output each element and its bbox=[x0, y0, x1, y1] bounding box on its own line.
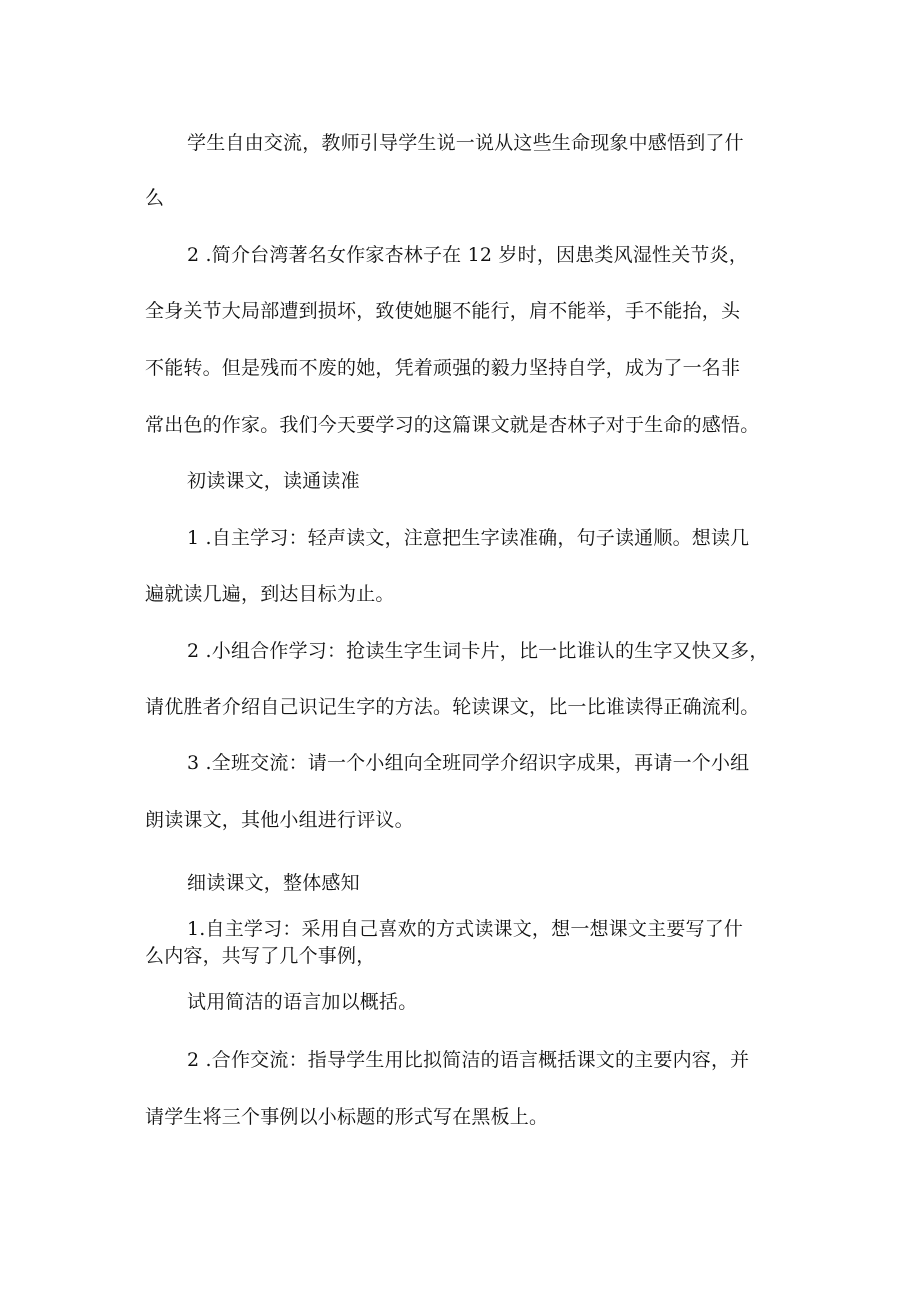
paragraph-line: 2 .合作交流：指导学生用比拟简洁的语言概括课文的主要内容，并 bbox=[187, 1049, 750, 1071]
section-heading: 细读课文，整体感知 bbox=[187, 872, 360, 894]
paragraph-line: 朗读课文，其他小组进行评议。 bbox=[145, 809, 414, 831]
paragraph-line: 请优胜者介绍自己识记生字的方法。轮读课文，比一比谁读得正确流利。 bbox=[145, 696, 760, 718]
paragraph-line: 学生自由交流，教师引导学生说一说从这些生命现象中感悟到了什 bbox=[187, 132, 744, 154]
paragraph-line: 请学生将三个事例以小标题的形式写在黑板上。 bbox=[145, 1106, 549, 1128]
paragraph-line: 3 .全班交流：请一个小组向全班同学介绍识字成果，再请一个小组 bbox=[187, 752, 750, 774]
paragraph-line: 全身关节大局部遭到损坏，致使她腿不能行，肩不能举，手不能抬，头 bbox=[145, 300, 741, 322]
paragraph-line: 么 bbox=[145, 187, 165, 209]
paragraph-line: 2 .简介台湾著名女作家杏林子在 12 岁时，因患类风湿性关节炎， bbox=[187, 244, 749, 266]
paragraph-line: 么内容，共写了几个事例， bbox=[145, 945, 376, 967]
paragraph-line: 1 .自主学习：轻声读文，注意把生字读准确，句子读通顺。想读几 bbox=[187, 527, 750, 549]
paragraph-line: 2 .小组合作学习：抢读生字生词卡片，比一比谁认的生字又快又多， bbox=[187, 640, 769, 662]
section-heading: 初读课文，读通读准 bbox=[187, 470, 360, 492]
paragraph-line: 试用简洁的语言加以概括。 bbox=[187, 991, 418, 1013]
paragraph-line: 1.自主学习：采用自己喜欢的方式读课文，想一想课文主要写了什 bbox=[187, 918, 744, 940]
paragraph-line: 不能转。但是残而不废的她，凭着顽强的毅力坚持自学，成为了一名非 bbox=[145, 357, 741, 379]
paragraph-line: 常出色的作家。我们今天要学习的这篇课文就是杏林子对于生命的感悟。 bbox=[145, 414, 760, 436]
paragraph-line: 遍就读几遍，到达目标为止。 bbox=[145, 583, 395, 605]
